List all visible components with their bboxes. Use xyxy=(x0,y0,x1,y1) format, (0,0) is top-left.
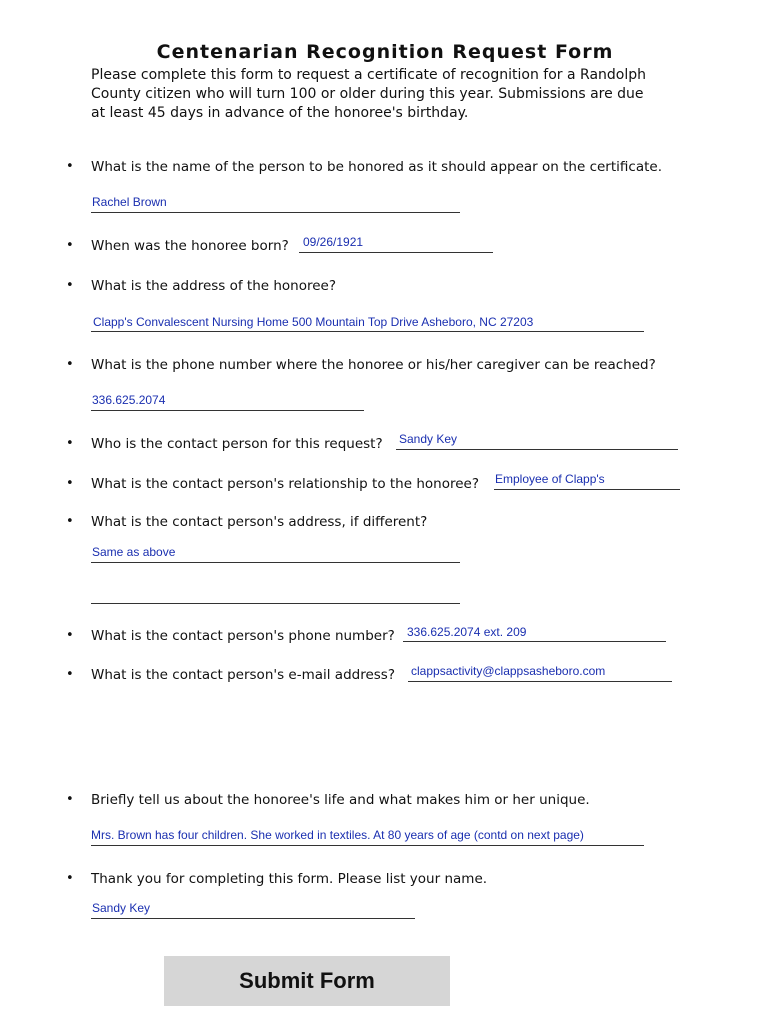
your-name-field[interactable]: Sandy Key xyxy=(92,901,151,915)
question-honoree-name: What is the name of the person to be honored as it should appear on the certificate. xyxy=(91,159,662,175)
question-honoree-address: What is the address of the honoree? xyxy=(91,278,337,294)
field-underline xyxy=(403,641,666,642)
field-underline xyxy=(299,252,493,253)
field-underline xyxy=(91,845,644,846)
field-underline xyxy=(91,918,415,919)
field-underline xyxy=(494,489,680,490)
question-honoree-phone: What is the phone number where the honoree or his/her caregiver can be reached? xyxy=(91,357,656,373)
form-title: Centenarian Recognition Request Form xyxy=(156,41,614,63)
bullet: • xyxy=(66,278,74,293)
bullet: • xyxy=(66,436,74,451)
field-underline xyxy=(91,331,644,332)
intro-line: Please complete this form to request a certificate of recognition for a Randolph xyxy=(91,67,646,83)
honoree-life-field[interactable]: Mrs. Brown has four children. She worked in textiles. At 80 years of age (contd on next page) xyxy=(91,828,584,842)
field-underline xyxy=(91,410,364,411)
form-intro xyxy=(91,66,711,123)
field-underline xyxy=(91,562,460,563)
contact-relationship-field[interactable]: Employee of Clapp's xyxy=(495,472,605,486)
honoree-address-field[interactable]: Clapp's Convalescent Nursing Home 500 Mountain Top Drive Asheboro, NC 27203 xyxy=(93,315,534,329)
field-underline xyxy=(408,681,672,682)
bullet: • xyxy=(66,476,74,491)
intro-line: at least 45 days in advance of the honoree's birthday. xyxy=(91,105,469,121)
bullet: • xyxy=(66,667,74,682)
question-contact-phone: What is the contact person's phone number? xyxy=(91,628,395,644)
question-contact-person: Who is the contact person for this request? xyxy=(91,436,383,452)
bullet: • xyxy=(66,871,74,886)
bullet: • xyxy=(66,159,74,174)
intro-line: County citizen who will turn 100 or older during this year. Submissions are due xyxy=(91,86,644,102)
birth-date-field[interactable]: 09/26/1921 xyxy=(303,235,364,249)
honoree-phone-field[interactable]: 336.625.2074 xyxy=(92,393,166,407)
question-contact-address: What is the contact person's address, if different? xyxy=(91,514,428,530)
contact-phone-field[interactable]: 336.625.2074 ext. 209 xyxy=(407,625,527,639)
submit-form-button[interactable]: Submit Form xyxy=(164,956,450,1006)
bullet: • xyxy=(66,357,74,372)
honoree-name-field[interactable]: Rachel Brown xyxy=(92,195,167,209)
field-underline xyxy=(91,212,460,213)
question-contact-relationship: What is the contact person's relationship to the honoree? xyxy=(91,476,479,492)
bullet: • xyxy=(66,792,74,807)
bullet: • xyxy=(66,238,74,253)
question-your-name: Thank you for completing this form. Please list your name. xyxy=(91,871,488,887)
question-contact-email: What is the contact person's e-mail address? xyxy=(91,667,396,683)
contact-person-field[interactable]: Sandy Key xyxy=(399,432,458,446)
contact-address-field[interactable]: Same as above xyxy=(92,545,176,559)
bullet: • xyxy=(66,628,74,643)
field-underline xyxy=(91,603,460,604)
field-underline xyxy=(396,449,678,450)
question-honoree-life: Briefly tell us about the honoree's life and what makes him or her unique. xyxy=(91,792,590,808)
question-birth-date: When was the honoree born? xyxy=(91,238,289,254)
bullet: • xyxy=(66,514,74,529)
contact-email-field[interactable]: clappsactivity@clappsasheboro.com xyxy=(411,664,606,678)
